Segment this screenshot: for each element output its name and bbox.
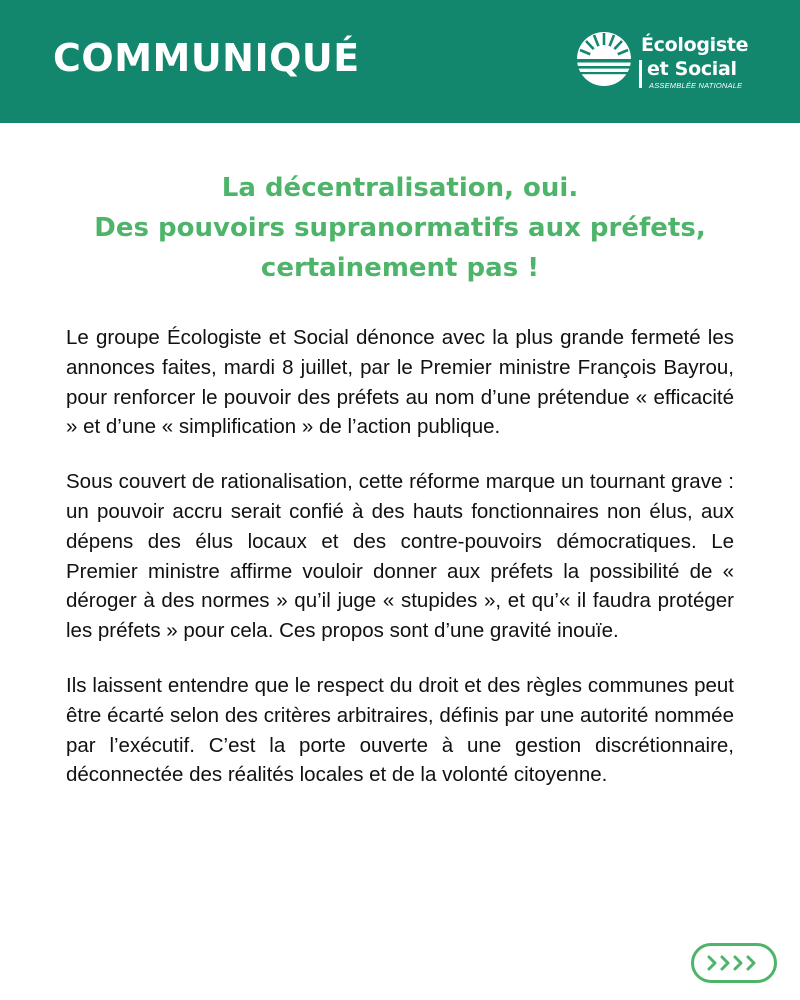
logo-separator: [639, 60, 642, 88]
body-paragraph: Sous couvert de rationalisation, cette réforme marque un tournant grave : un pouvoir accru serait confié à des hauts fonctionnaires non élus, aux dépens des élus locaux et des contre-pouvoirs démocratiques. Le Premier ministre affirme vouloir donner aux préfets la possibilité de « déroger à des normes » qu’il juge « stupides », et qu’« il faudra protéger les préfets » pour cela. Ces propos sont d’une gravité inouïe.: [66, 470, 734, 643]
next-page-button[interactable]: [691, 943, 777, 983]
logo: [575, 30, 765, 94]
header-banner: [0, 0, 800, 123]
page-title: COMMUNIQUÉ: [53, 36, 360, 80]
logo-subtitle: ASSEMBLÉE NATIONALE: [649, 81, 743, 90]
logo-name-line1: Écologiste: [641, 34, 749, 56]
body-paragraph: Ils laissent entendre que le respect du droit et des règles communes peut être écarté selon des critères arbitraires, définis par une autorité nommée par l’exécutif. C’est la porte ouverte à une gestion discrétionnaire, déconnectée des réalités locales et de la volonté citoyenne.: [66, 673, 734, 787]
headline-line: La décentralisation, oui.: [221, 173, 579, 203]
sunrise-icon: [575, 30, 633, 88]
body-paragraph: Le groupe Écologiste et Social dénonce avec la plus grande fermeté les annonces faites, mardi 8 juillet, par le Premier ministre François Bayrou, pour renforcer le pouvoir des préfets au nom d’une prétendue « efficacité » et d’une « simplification » de l’action publique.: [66, 326, 734, 439]
logo-name-line2: et Social: [647, 58, 737, 80]
headline-line: certainement pas !: [260, 253, 540, 283]
press-release-body: [66, 323, 734, 815]
headline: [60, 168, 740, 288]
headline-line: Des pouvoirs supranormatifs aux préfets,: [94, 213, 706, 243]
chevrons-right-icon: [694, 946, 774, 980]
